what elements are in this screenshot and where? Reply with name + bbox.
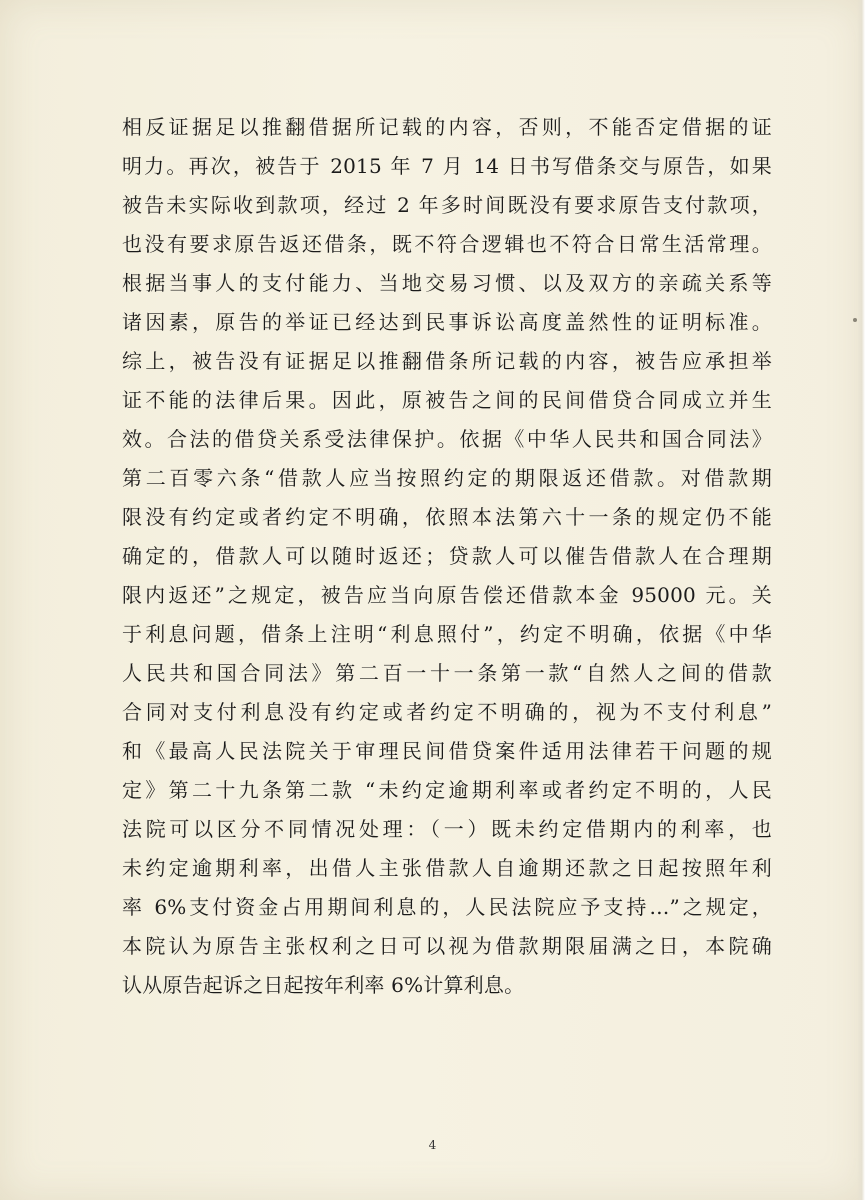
text-line: 和《最高人民法院关于审理民间借贷案件适用法律若干问题的规 — [122, 739, 772, 763]
text-line: 确定的，借款人可以随时返还；贷款人可以催告借款人在合理期 — [122, 544, 772, 568]
text-line: 证不能的法律后果。因此，原被告之间的民间借贷合同成立并生 — [122, 388, 772, 412]
text-line: 被告未实际收到款项，经过 2 年多时间既没有要求原告支付款项， — [122, 193, 772, 217]
text-line: 相反证据足以推翻借据所记载的内容，否则，不能否定借据的证 — [122, 115, 772, 139]
text-line: 率 6%支付资金占用期间利息的，人民法院应予支持…”之规定， — [122, 895, 772, 919]
text-line: 限没有约定或者约定不明确，依照本法第六十一条的规定仍不能 — [122, 505, 772, 529]
text-line: 本院认为原告主张权利之日可以视为借款期限届满之日，本院确 — [122, 934, 772, 958]
text-line: 合同对支付利息没有约定或者约定不明确的，视为不支付利息” — [122, 700, 772, 724]
text-line: 人民共和国合同法》第二百一十一条第一款“自然人之间的借款 — [122, 661, 772, 685]
text-line: 未约定逾期利率，出借人主张借款人自逾期还款之日起按照年利 — [122, 856, 772, 880]
judgment-body-text — [122, 108, 772, 1005]
text-line: 诸因素，原告的举证已经达到民事诉讼高度盖然性的证明标准。 — [122, 310, 772, 334]
page-number: 4 — [428, 1138, 437, 1152]
text-line: 效。合法的借贷关系受法律保护。依据《中华人民共和国合同法》 — [122, 427, 772, 451]
text-line: 综上，被告没有证据足以推翻借条所记载的内容，被告应承担举 — [122, 349, 772, 373]
text-line: 法院可以区分不同情况处理：（一）既未约定借期内的利率，也 — [122, 817, 772, 841]
text-line: 定》第二十九条第二款 “未约定逾期利率或者约定不明的，人民 — [122, 778, 772, 802]
text-line: 认从原告起诉之日起按年利率 6%计算利息。 — [122, 973, 525, 997]
text-line: 也没有要求原告返还借条，既不符合逻辑也不符合日常生活常理。 — [122, 232, 772, 256]
text-line: 根据当事人的支付能力、当地交易习惯、以及双方的亲疏关系等 — [122, 271, 772, 295]
text-line: 明力。再次，被告于 2015 年 7 月 14 日书写借条交与原告，如果 — [122, 154, 772, 178]
text-line: 限内返还”之规定，被告应当向原告偿还借款本金 95000 元。关 — [122, 583, 772, 607]
paper-speck — [853, 318, 857, 322]
text-line: 于利息问题，借条上注明“利息照付”，约定不明确，依据《中华 — [122, 622, 772, 646]
text-line: 第二百零六条“借款人应当按照约定的期限返还借款。对借款期 — [122, 466, 772, 490]
